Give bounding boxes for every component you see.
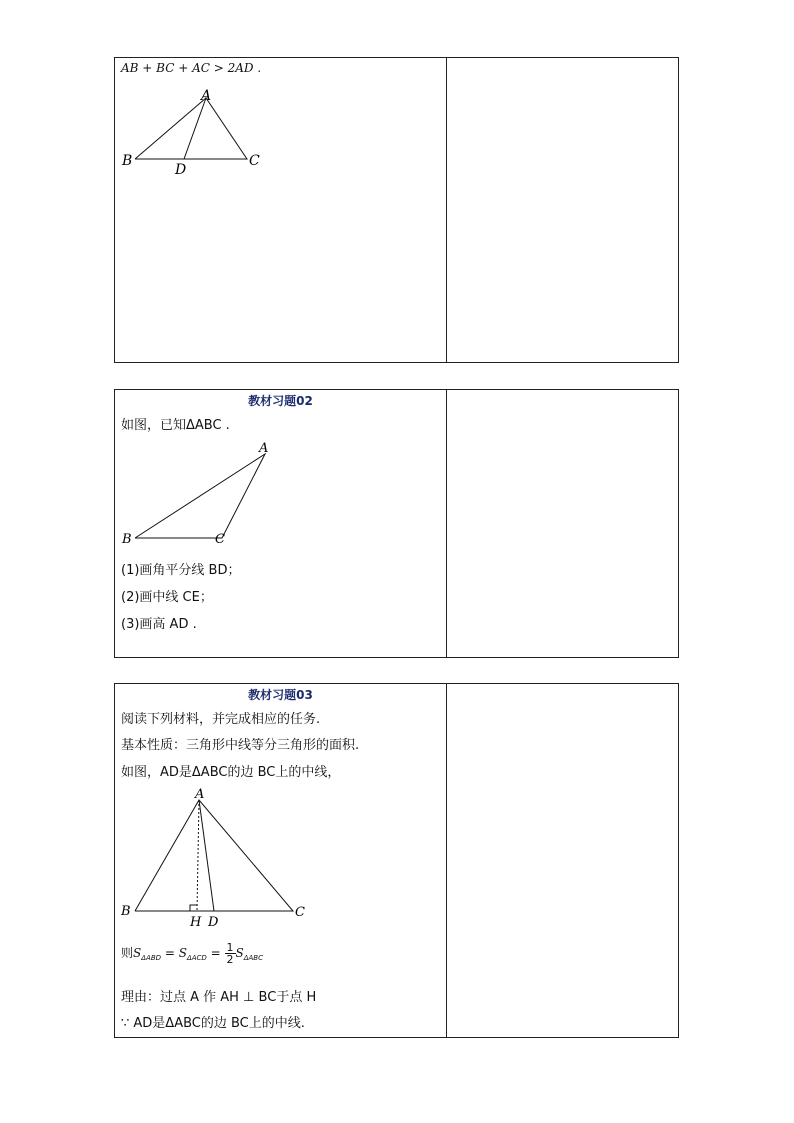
label-b: B <box>122 153 133 169</box>
triangle-abc-outline <box>135 98 247 159</box>
intro-text: 如图，已知ΔABC . <box>121 418 230 433</box>
triangle-abc-figure-1 <box>121 86 281 186</box>
fraction-numerator: 1 <box>226 941 234 954</box>
column-divider <box>446 390 447 657</box>
area-formula <box>121 942 263 965</box>
label-d: D <box>208 915 219 930</box>
task-3: (3)画高 AD . <box>121 617 197 632</box>
triangle-abc-figure-3 <box>120 784 320 934</box>
task-2: (2)画中线 CE； <box>121 590 213 605</box>
exercise-title: 教材习题03 <box>248 688 313 702</box>
exercise-title: 教材习题02 <box>248 394 313 408</box>
formula-s1: S <box>133 946 142 960</box>
column-divider <box>446 684 447 1037</box>
label-c: C <box>215 532 225 547</box>
label-c: C <box>249 153 260 169</box>
label-h: H <box>190 915 202 930</box>
label-a: A <box>201 88 212 104</box>
label-d: D <box>175 162 187 178</box>
altitude-ah <box>197 800 199 911</box>
formula-sub3: ΔABC <box>243 954 264 962</box>
line-2: 基本性质：三角形中线等分三角形的面积. <box>121 738 360 753</box>
label-a: A <box>259 441 269 456</box>
label-b: B <box>122 532 132 547</box>
fraction-denominator: 2 <box>226 953 234 966</box>
line-1: 阅读下列材料，并完成相应的任务. <box>121 712 321 727</box>
label-c: C <box>295 905 305 920</box>
median-ad <box>199 800 214 911</box>
label-b: B <box>121 904 131 919</box>
formula-s2: S <box>178 946 187 960</box>
formula-fraction <box>225 942 236 965</box>
exercise-box-2 <box>114 389 679 658</box>
formula-prefix: 则 <box>121 946 134 960</box>
formula-sub1: ΔABD <box>141 954 162 962</box>
task-1: (1)画角平分线 BD； <box>121 563 241 578</box>
formula-sub2: ΔACD <box>186 954 207 962</box>
line-3: 如图，AD是ΔABC的边 BC上的中线， <box>121 765 341 780</box>
because-text: ∵ AD是ΔABC的边 BC上的中线. <box>121 1016 305 1031</box>
label-a: A <box>195 787 205 802</box>
inequality-text: AB + BC + AC > 2AD . <box>121 61 262 75</box>
right-angle-mark <box>190 905 197 911</box>
triangle-abc-outline <box>135 454 265 538</box>
formula-eq1: = <box>161 946 179 960</box>
exercise-box-3 <box>114 683 679 1038</box>
formula-eq2: = <box>206 946 225 960</box>
triangle-abc-outline <box>135 800 293 911</box>
reason-text: 理由：过点 A 作 AH ⊥ BC于点 H <box>121 990 317 1005</box>
column-divider <box>446 58 447 362</box>
formula-s3: S <box>235 946 244 960</box>
triangle-abc-figure-2 <box>121 438 291 548</box>
exercise-box-1 <box>114 57 679 363</box>
